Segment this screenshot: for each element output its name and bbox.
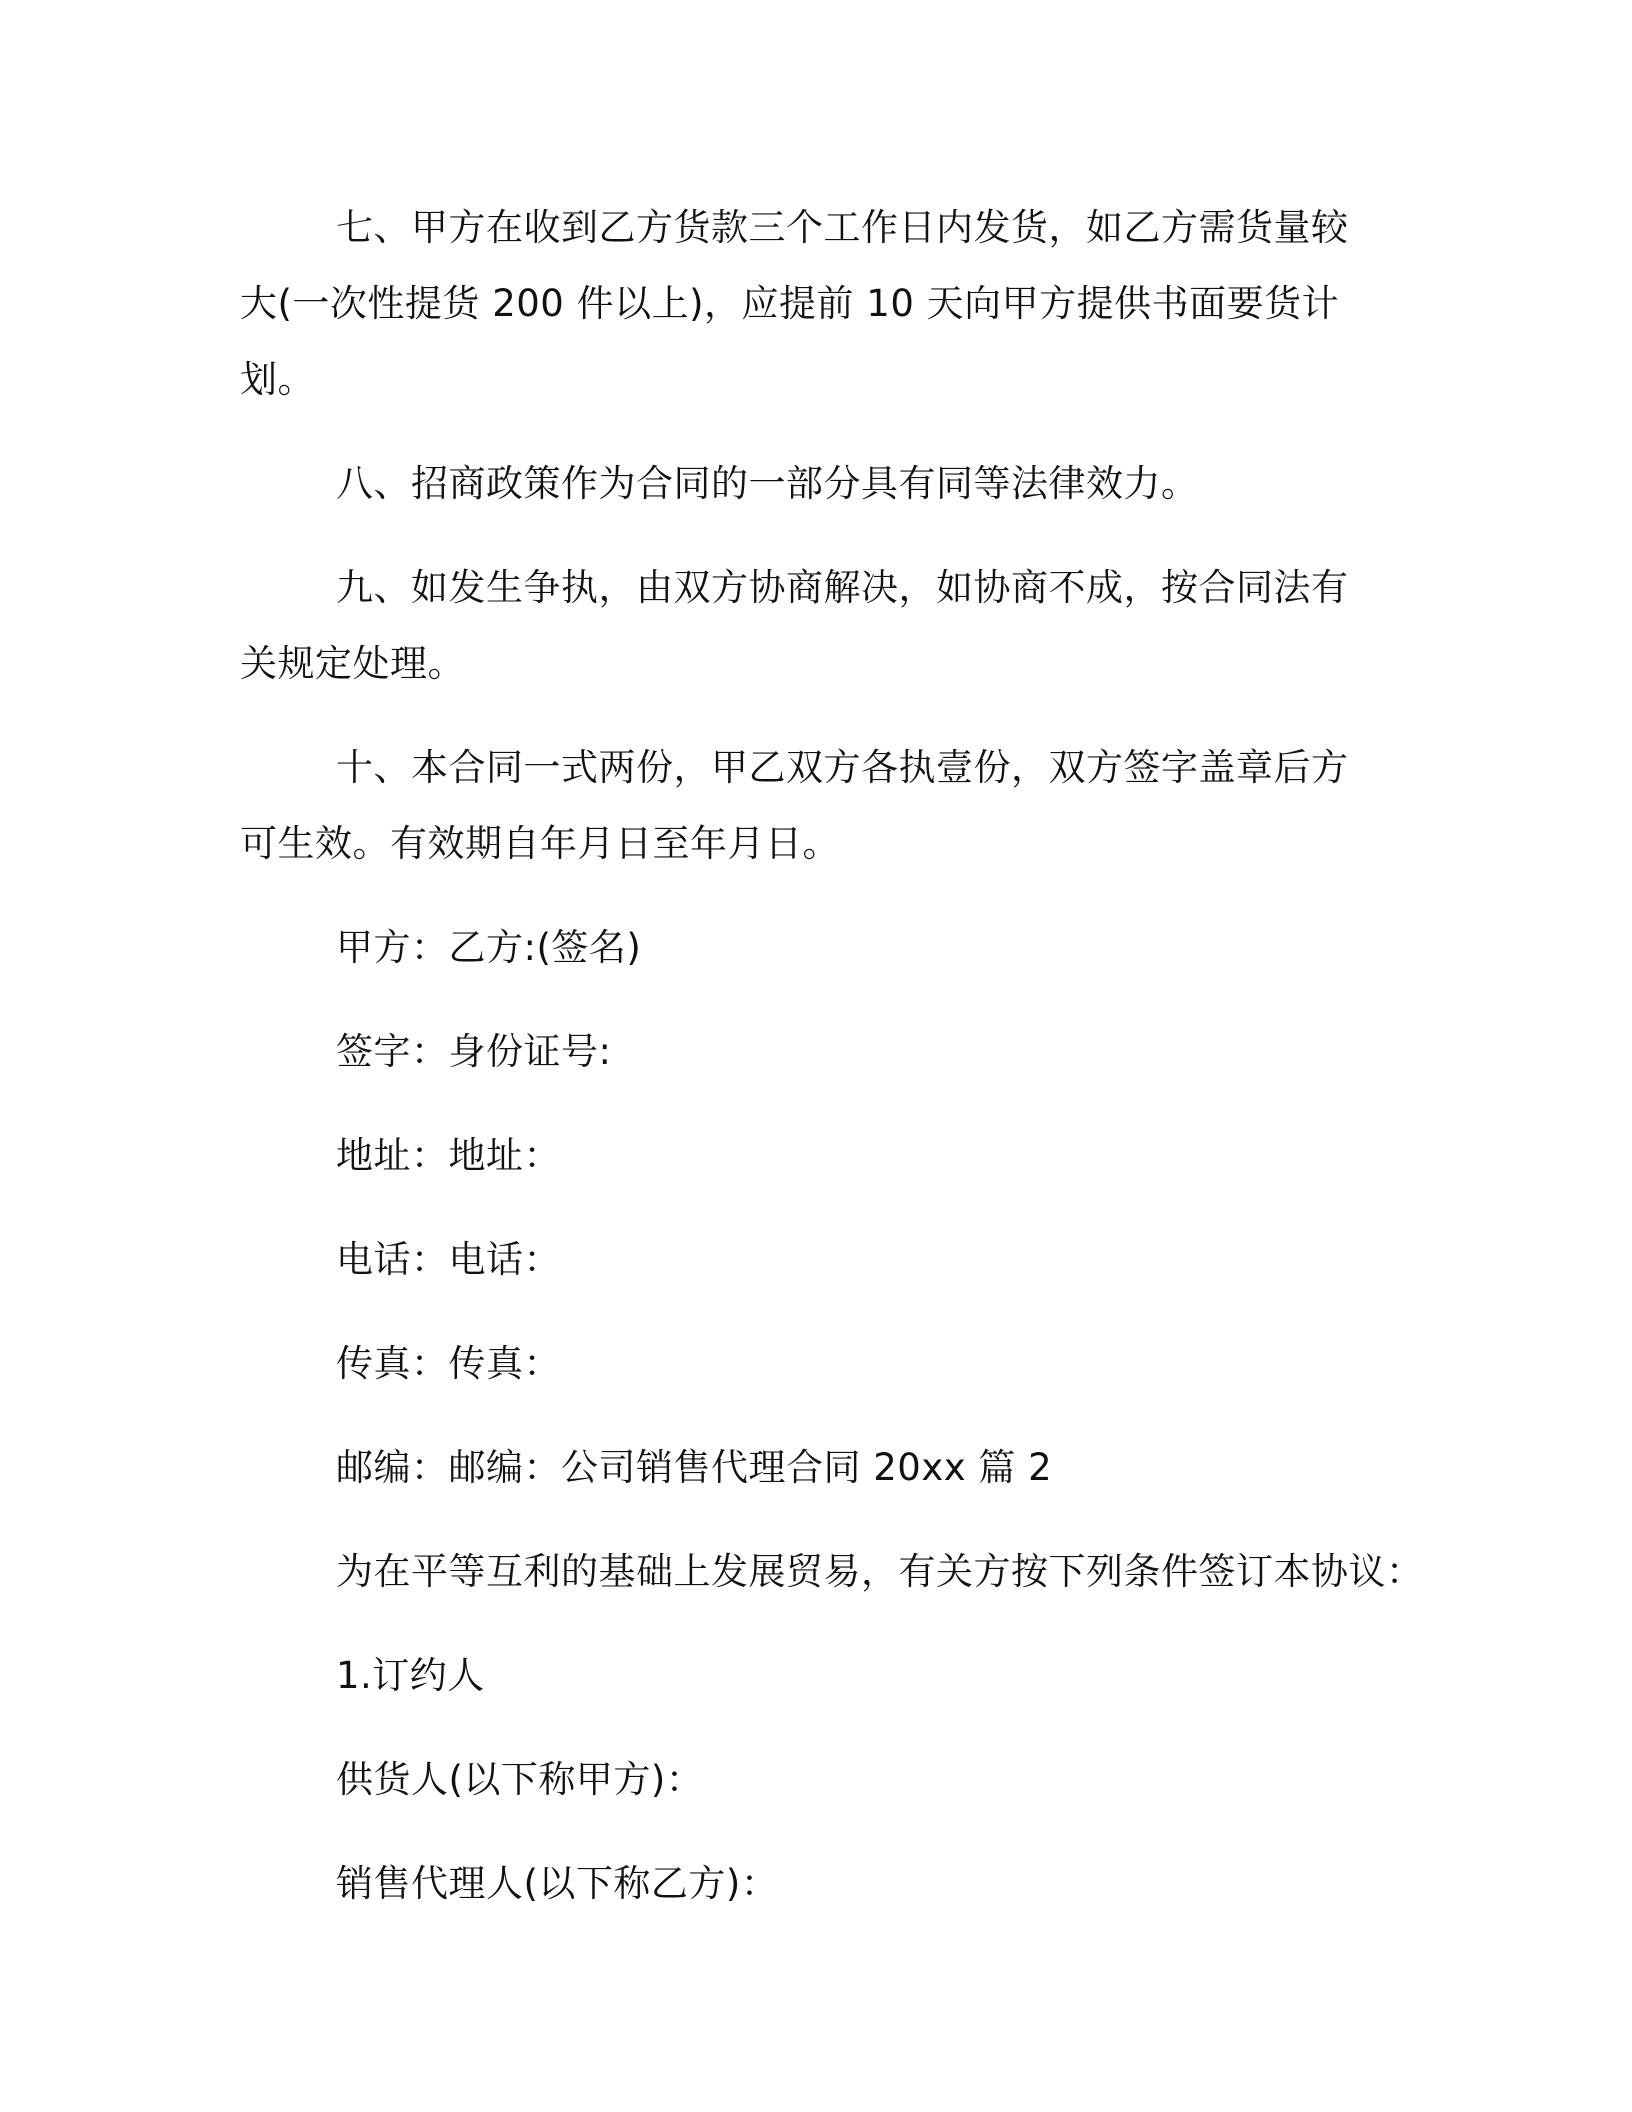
party-line: 甲方：乙方:(签名) [336, 926, 642, 969]
sales-agent-line: 销售代理人(以下称乙方)： [336, 1862, 779, 1905]
address-line: 地址：地址： [336, 1134, 561, 1177]
phone-line: 电话：电话： [336, 1238, 561, 1281]
postcode-title-line: 邮编：邮编：公司销售代理合同 20xx 篇 2 [336, 1446, 1053, 1489]
clause-10: 十、本合同一式两份，甲乙双方各执壹份，双方签字盖章后方可生效。有效期自年月日至年月日。 [240, 746, 1349, 865]
clause-8: 八、招商政策作为合同的一部分具有同等法律效力。 [336, 462, 1199, 505]
fax-line: 传真：传真： [336, 1342, 561, 1385]
supplier-line: 供货人(以下称甲方)： [336, 1758, 704, 1801]
clause-7: 七、甲方在收到乙方货款三个工作日内发货，如乙方需货量较大(一次性提货 200 件以上)，应提前 10 天向甲方提供书面要货计划。 [240, 206, 1349, 401]
document-body [240, 190, 1424, 1950]
clause-9: 九、如发生争执，由双方协商解决，如协商不成，按合同法有关规定处理。 [240, 566, 1349, 685]
intro-line: 为在平等互利的基础上发展贸易，有关方按下列条件签订本协议： [336, 1550, 1424, 1593]
section-1-title: 1.订约人 [336, 1654, 485, 1697]
signature-id-line: 签字：身份证号: [336, 1030, 612, 1073]
